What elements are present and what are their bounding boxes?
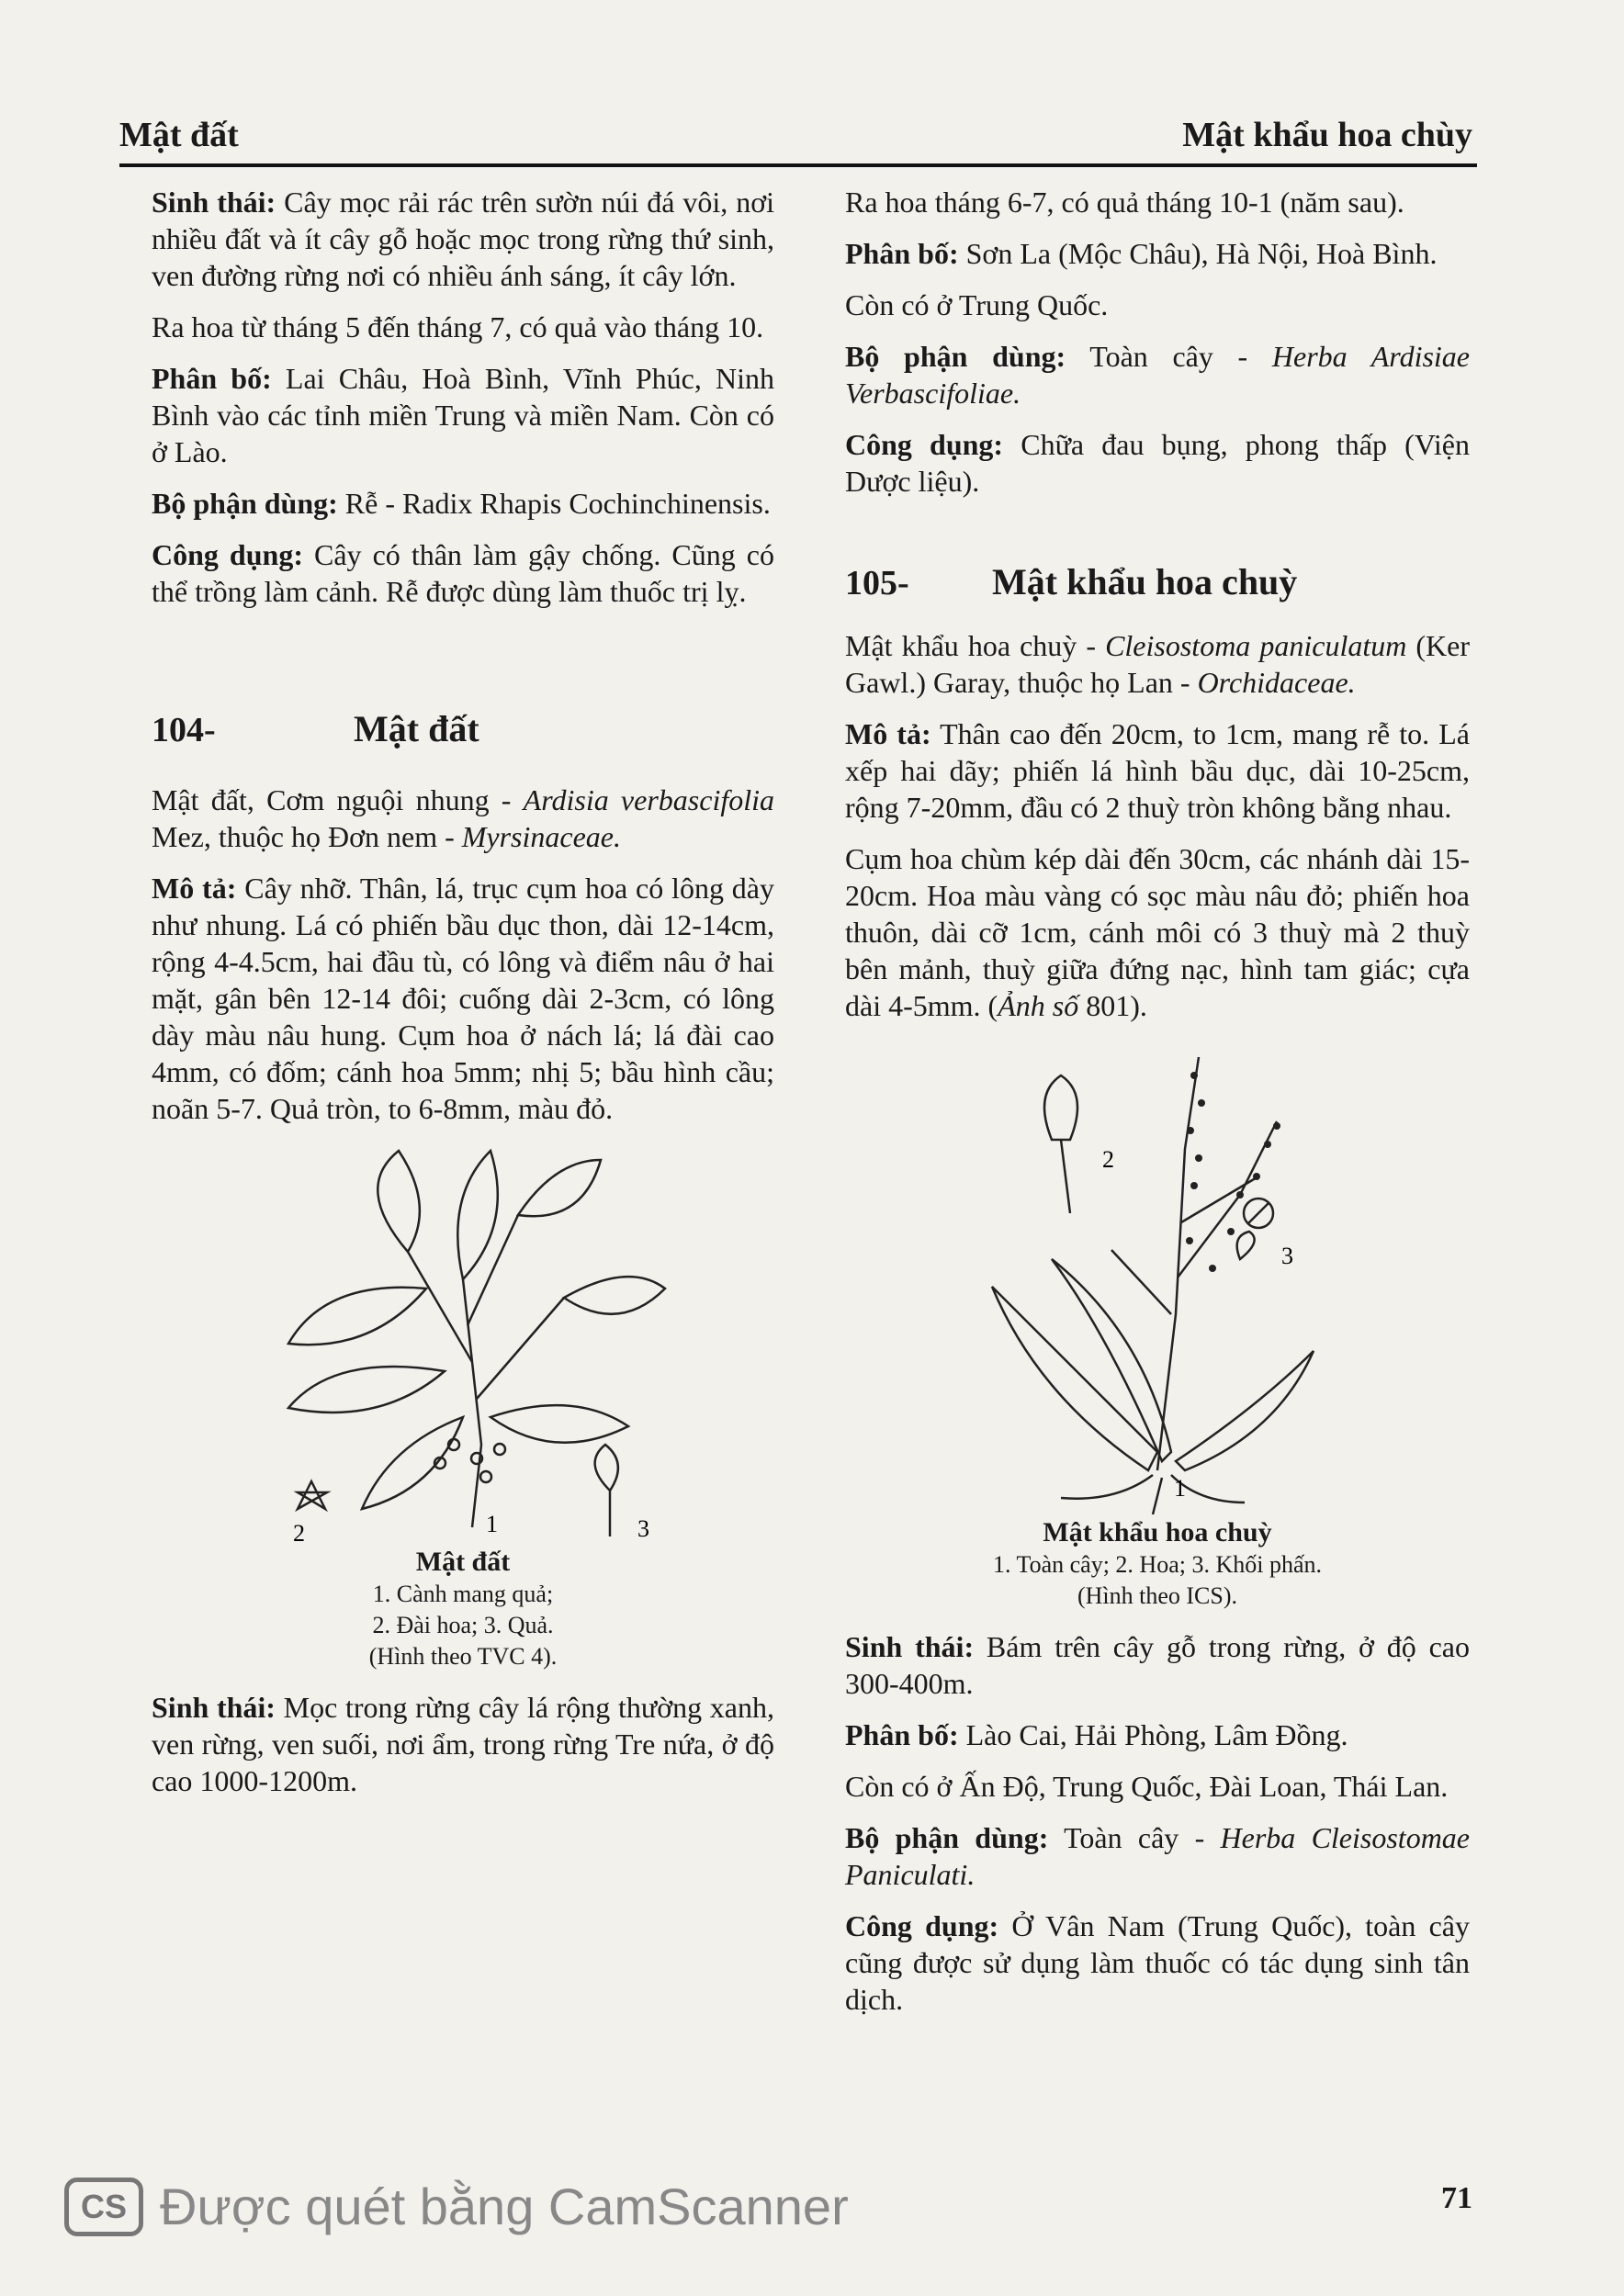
- description-text: Thân cao đến 20cm, to 1cm, mang rễ to. Lá xếp hai dãy; phiến lá hình bầu dục, dài 10-25cm, rộng 7-20mm, đầu có 2 thuỳ tròn không bằng nhau.: [845, 717, 1470, 824]
- camscanner-watermark: [64, 2177, 849, 2236]
- also-found-paragraph: Còn có ở Trung Quốc.: [845, 288, 1109, 321]
- figure-label-2: 2: [293, 1520, 305, 1546]
- running-header-left: Mật đất: [119, 116, 239, 154]
- uses-text: Ở Vân Nam (Trung Quốc), toàn cây cũng được sử dụng làm thuốc có tác dụng sinh tân dịch.: [845, 1909, 1471, 2016]
- distribution-text: Lào Cai, Hải Phòng, Lâm Đồng.: [958, 1718, 1348, 1751]
- description-text: Cây nhỡ. Thân, lá, trục cụm hoa có lông dày như nhung. Lá có phiến bầu dục thon, dài 12-14cm, rộng 4-4.5cm, hai đầu tù, có lông và điểm nâu ở hai mặt, gân bên 12-14 đôi; cuống dài 2-3cm, có lông dày màu nâu hung. Cụm hoa ở nách lá; lá đài cao 4mm, có đốm; cánh hoa 5mm; nhị 5; bầu hình cầu; noãn 5-7. Quả tròn, to 6-8mm, màu đỏ.: [152, 872, 775, 1125]
- inflorescence-paragraph: [845, 840, 1470, 1024]
- camscanner-logo-icon: CS: [64, 2178, 143, 2236]
- ecology-text: Mọc trong rừng cây lá rộng thường xanh, ven rừng, ven suối, nơi ẩm, trong rừng Tre nứa, ở độ cao 1000-1200m.: [152, 1691, 775, 1797]
- figure-label-1: 1: [486, 1511, 498, 1537]
- parts-used-text: Toàn cây -: [1048, 1821, 1221, 1854]
- description-label: Mô tả:: [845, 717, 931, 750]
- uses-label: Công dụng:: [152, 538, 303, 571]
- description-label: Mô tả:: [152, 872, 237, 905]
- section-heading-104: [152, 708, 774, 749]
- uses-label: Công dụng:: [845, 428, 1004, 461]
- figure-mat-dat: [152, 1142, 774, 1672]
- uses-text: Cây có thân làm gậy chống. Cũng có thể trồng làm cảnh. Rễ được dùng làm thuốc trị lỵ.: [152, 538, 775, 608]
- inflorescence-text: Cụm hoa chùm kép dài đến 30cm, các nhánh dài 15-20cm. Hoa màu vàng có sọc màu nâu đỏ; phiến hoa thuôn, dài cỡ 1cm, cánh môi có 3 thuỳ mà 2 thuỳ bên mảnh, thuỳ giữa đứng nạc, hình tam giác; cựa dài 4-5mm. (: [845, 842, 1470, 1022]
- also-found-paragraph-105: Còn có ở Ấn Độ, Trung Quốc, Đài Loan, Thái Lan.: [845, 1770, 1449, 1803]
- distribution-paragraph: [845, 235, 1470, 272]
- parts-used-latin: Herba Cleisostomae Paniculati.: [845, 1821, 1471, 1891]
- distribution-text: Lai Châu, Hoà Bình, Vĩnh Phúc, Ninh Bình vào các tỉnh miền Trung và miền Nam. Còn có ở Lào.: [152, 362, 774, 468]
- figure-caption-line: 1. Toàn cây; 2. Hoa; 3. Khối phấn.: [992, 1551, 1323, 1578]
- ecology-paragraph-104: [152, 1689, 774, 1799]
- ecology-paragraph-105: [845, 1628, 1470, 1702]
- right-column: [845, 184, 1470, 2032]
- header-rule: [119, 163, 1477, 167]
- flowering-paragraph: Ra hoa từ tháng 5 đến tháng 7, có quả vào tháng 10.: [152, 310, 764, 343]
- intro-latin-name: Ardisia verbascifolia: [523, 783, 774, 816]
- intro-part-c: Mez, thuộc họ Đơn nem -: [152, 820, 462, 853]
- figure-label-3: 3: [1281, 1243, 1293, 1269]
- parts-used-label: Bộ phận dùng:: [845, 1821, 1049, 1854]
- ecology-label: Sinh thái:: [152, 1691, 276, 1724]
- parts-used-paragraph: [845, 338, 1470, 411]
- description-paragraph: [845, 715, 1470, 826]
- uses-paragraph: [152, 536, 774, 610]
- intro-family-name: Myrsinaceae.: [461, 820, 621, 853]
- intro-part-a: Mật khẩu hoa chuỳ -: [845, 629, 1106, 662]
- section-title: Mật khẩu hoa chuỳ: [992, 561, 1298, 602]
- left-column: [152, 184, 774, 1814]
- parts-used-text: Rễ - Radix Rhapis Cochinchinensis.: [337, 487, 771, 520]
- species-intro: [845, 627, 1470, 701]
- running-header-right: Mật khẩu hoa chùy: [1182, 116, 1472, 154]
- ecology-text: Cây mọc rải rác trên sườn núi đá vôi, nơi nhiều đất và ít cây gỗ hoặc mọc trong rừng thứ sinh, ven đường rừng nơi có nhiều ánh sáng, ít cây lớn.: [152, 186, 775, 292]
- distribution-text: Sơn La (Mộc Châu), Hà Nội, Hoà Bình.: [958, 237, 1438, 270]
- intro-family-name: Orchidaceae.: [1197, 666, 1356, 699]
- parts-used-label: Bộ phận dùng:: [845, 340, 1066, 373]
- parts-used-paragraph-105: [845, 1819, 1470, 1893]
- description-paragraph: [152, 870, 774, 1127]
- parts-used-paragraph: [152, 485, 774, 522]
- figure-caption-line: (Hình theo TVC 4).: [368, 1643, 558, 1670]
- cleisostoma-illustration: [964, 1039, 1350, 1516]
- ecology-label: Sinh thái:: [152, 186, 276, 219]
- ecology-text: Bám trên cây gỗ trong rừng, ở độ cao 300-400m.: [845, 1630, 1471, 1700]
- intro-part-a: Mật đất, Cơm nguội nhung -: [152, 783, 524, 816]
- figure-label-3: 3: [637, 1515, 649, 1542]
- parts-used-label: Bộ phận dùng:: [152, 487, 338, 520]
- photo-ref-number: 801).: [1078, 989, 1147, 1022]
- photo-ref-label: Ảnh số: [998, 989, 1079, 1022]
- uses-paragraph: [845, 426, 1470, 500]
- distribution-label: Phân bố:: [152, 362, 272, 395]
- section-number: 104-: [152, 711, 216, 749]
- ecology-label: Sinh thái:: [845, 1630, 975, 1663]
- camscanner-text: Được quét bằng CamScanner: [160, 2178, 849, 2235]
- parts-used-latin: Herba Ardisiae Verbascifoliae.: [845, 340, 1471, 410]
- uses-label: Công dụng:: [845, 1909, 999, 1942]
- figure-mat-khau: [845, 1039, 1470, 1612]
- intro-part-c: (Ker Gawl.) Garay, thuộc họ Lan -: [845, 629, 1471, 699]
- species-intro: [152, 782, 774, 855]
- parts-used-text: Toàn cây -: [1066, 340, 1272, 373]
- flowering-paragraph: Ra hoa tháng 6-7, có quả tháng 10-1 (năm sau).: [845, 186, 1404, 219]
- figure-title: Mật khẩu hoa chuỳ: [1043, 1517, 1272, 1548]
- ecology-paragraph: [152, 184, 774, 294]
- distribution-label: Phân bố:: [845, 237, 959, 270]
- figure-label-2: 2: [1102, 1146, 1114, 1173]
- intro-latin-name: Cleisostoma paniculatum: [1105, 629, 1407, 662]
- figure-caption-line: (Hình theo ICS).: [1077, 1582, 1238, 1609]
- section-heading-105: [845, 561, 1470, 602]
- distribution-paragraph-105: [845, 1716, 1470, 1753]
- uses-text: Chữa đau bụng, phong thấp (Viện Dược liệu).: [845, 428, 1471, 498]
- distribution-label: Phân bố:: [845, 1718, 959, 1751]
- uses-paragraph-105: [845, 1908, 1470, 2018]
- page-number: 71: [1441, 2181, 1472, 2215]
- section-number: 105-: [845, 564, 909, 602]
- section-title: Mật đất: [354, 708, 479, 749]
- figure-caption-line: 1. Cành mang quả;: [372, 1581, 554, 1607]
- ardisia-illustration: [242, 1142, 683, 1546]
- figure-title: Mật đất: [415, 1547, 511, 1577]
- figure-label-1: 1: [1174, 1475, 1186, 1502]
- distribution-paragraph: [152, 360, 774, 470]
- figure-caption-line: 2. Đài hoa; 3. Quả.: [372, 1612, 554, 1638]
